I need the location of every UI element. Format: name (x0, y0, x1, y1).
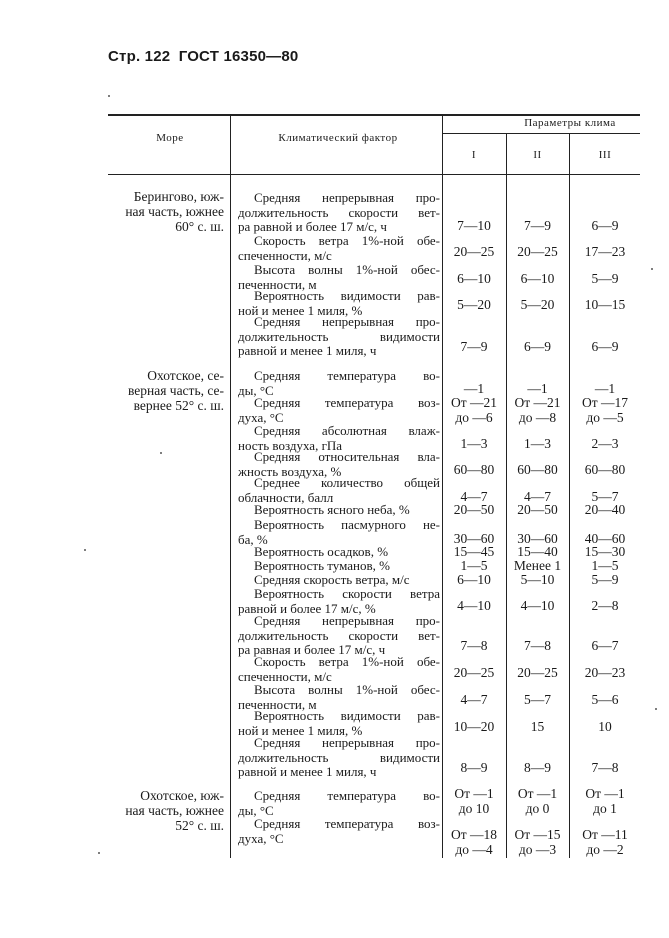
value-region-1: 1—5 (460, 558, 488, 573)
factor-line: Скорость ветра 1%-ной обе- (254, 233, 440, 248)
sea-okhotsk-south (106, 788, 224, 833)
value-region-2: 20—25 (517, 244, 558, 259)
value-region-3: 2—3 (591, 436, 619, 451)
factor-line: спеченности, м/с (238, 247, 332, 263)
factor-line: Вероятность видимости рав- (254, 708, 440, 723)
factor-line: должительность скорости вет- (238, 627, 440, 643)
value-region-3: 6—9 (591, 339, 619, 354)
value-region-2: От —1 (517, 786, 558, 801)
sea-line: 52° с. ш. (175, 818, 224, 833)
header-params: Параметры клима (524, 117, 616, 129)
value-region-1: 4—10 (457, 598, 491, 613)
climatic-factor (238, 789, 440, 818)
value-region-1: 30—60 (453, 531, 495, 546)
factor-line: Средняя непрерывная про- (254, 613, 440, 628)
value-region-2: 4—10 (520, 598, 555, 613)
climatic-factor (238, 476, 440, 505)
scan-speck (98, 852, 100, 854)
value-region-1: 7—8 (460, 638, 488, 653)
factor-line: ной и менее 1 миля, % (238, 722, 363, 738)
climatic-factor (238, 709, 440, 738)
value-region-1: 20—25 (453, 665, 495, 680)
header-sea: Море (156, 132, 184, 144)
value-region-2: 30—60 (517, 531, 558, 546)
value-region-2: до 0 (525, 800, 550, 816)
scan-speck (108, 95, 110, 97)
value-region-3: 5—6 (591, 692, 619, 707)
value-region-3: 15—30 (584, 544, 626, 559)
value-region-3: 5—7 (591, 489, 619, 504)
factor-line: Высота волны 1%-ной обес- (254, 682, 440, 697)
value-region-3: 5—9 (591, 572, 619, 587)
value-region-1: 5—20 (457, 297, 491, 312)
value-region-3: —1 (594, 381, 616, 396)
factor-line: Вероятность видимости рав- (254, 288, 440, 303)
scan-speck (655, 708, 657, 710)
factor-line: Вероятность пасмурного не- (254, 517, 440, 532)
value-region-3: От —11 (582, 827, 628, 842)
value-region-3: От —17 (581, 395, 629, 410)
sea-line: ная часть, южнее (125, 204, 224, 219)
factor-line: ба, % (238, 531, 268, 547)
factor-line: Средняя относительная вла- (254, 449, 440, 464)
value-region-2: до —8 (518, 409, 557, 425)
value-region-2: 5—7 (524, 692, 551, 707)
value-region-2: 1—3 (524, 436, 551, 451)
value-region-1: до —6 (455, 409, 493, 425)
value-region-2: до —3 (518, 841, 557, 857)
value-region-2: —1 (527, 381, 548, 396)
factor-line: спеченности, м/с (238, 668, 332, 684)
value-region-3: 1—5 (591, 558, 619, 573)
value-region-3: 6—9 (591, 218, 619, 233)
value-region-3: 2—8 (591, 598, 619, 613)
value-region-3: 5—9 (591, 271, 619, 286)
value-region-2: От —21 (514, 395, 561, 410)
header-region-2: II (533, 149, 542, 161)
factor-line: Средняя непрерывная про- (254, 735, 440, 750)
page-number: Стр. 122 (108, 48, 171, 65)
climatic-factor (238, 518, 440, 547)
climatic-factor (238, 614, 440, 658)
scan-speck (651, 268, 653, 270)
climatic-factor (238, 503, 440, 518)
value-region-2: 6—9 (524, 339, 551, 354)
factor-line: ра равной и более 17 м/с, ч (238, 219, 387, 234)
factor-line: должительность видимости (238, 749, 440, 765)
factor-line: Вероятность осадков, % (254, 544, 389, 559)
value-region-2: 20—50 (517, 502, 558, 517)
value-region-3: 10 (598, 719, 612, 734)
value-region-1: От —18 (450, 827, 498, 842)
value-region-1: 6—10 (457, 271, 491, 286)
factor-line: печенности, м (238, 276, 317, 292)
value-region-3: 6—7 (591, 638, 619, 653)
value-region-3: От —1 (585, 786, 625, 801)
factor-line: Средняя температура воз- (254, 395, 440, 410)
factor-line: печенности, м (238, 696, 317, 712)
header-region-1: I (471, 149, 477, 161)
value-region-3: 20—23 (584, 665, 626, 680)
sea-line: Охотское, юж- (140, 788, 224, 803)
value-region-2: 20—25 (517, 665, 558, 680)
table-top-rule (108, 114, 640, 116)
value-region-1: 10—20 (453, 719, 495, 734)
factor-line: духа, °С (238, 409, 284, 425)
value-region-2: 6—10 (520, 271, 555, 286)
climatic-factor (238, 396, 440, 425)
sea-line: Охотское, се- (147, 368, 224, 383)
factor-line: должительность скорости вет- (238, 204, 440, 220)
climatic-factor (238, 234, 440, 263)
factor-line: Средняя непрерывная про- (254, 314, 440, 329)
factor-line: должительность видимости (238, 328, 440, 344)
col-divider-1 (230, 116, 231, 858)
value-region-1: 7—9 (460, 339, 488, 354)
sea-line: 60° с. ш. (175, 219, 224, 234)
sea-line: верная часть, се- (127, 383, 224, 398)
value-region-2: 8—9 (524, 760, 551, 775)
climatic-factor (238, 817, 440, 846)
value-region-1: —1 (463, 381, 485, 396)
factor-line: облачности, балл (238, 489, 334, 505)
factor-line: ность воздуха, гПа (238, 437, 343, 453)
factor-line: Вероятность ясного неба, % (254, 502, 410, 517)
factor-line: ды, °С (238, 382, 274, 398)
climatic-factor (238, 655, 440, 684)
value-region-2: Менее 1 (513, 558, 562, 573)
value-region-1: 20—50 (453, 502, 495, 517)
value-region-3: до 1 (593, 800, 617, 816)
factor-line: Среднее количество общей (254, 475, 440, 490)
value-region-3: до —5 (586, 409, 624, 425)
value-region-1: 7—10 (457, 218, 491, 233)
sea-line: вернее 52° с. ш. (133, 398, 224, 413)
factor-line: Скорость ветра 1%-ной обе- (254, 654, 440, 669)
value-region-2: 60—80 (517, 462, 558, 477)
climatic-factor (238, 369, 440, 398)
climatic-factor (238, 587, 440, 616)
factor-line: Средняя температура во- (254, 788, 440, 803)
value-region-3: 40—60 (584, 531, 626, 546)
factor-line: ра равная и более 17 м/с, ч (238, 642, 386, 657)
value-region-2: 15 (530, 719, 545, 734)
factor-line: Средняя температура во- (254, 368, 440, 383)
value-region-2: От —15 (514, 827, 561, 842)
sea-okhotsk-north (106, 368, 224, 413)
value-region-3: 7—8 (591, 760, 619, 775)
value-region-1: 20—25 (453, 244, 495, 259)
header-bottom-rule (108, 174, 640, 175)
value-region-1: 1—3 (460, 436, 488, 451)
climatic-factor (238, 736, 440, 780)
value-region-1: 6—10 (457, 572, 491, 587)
value-region-2: 7—9 (524, 218, 551, 233)
value-region-1: 8—9 (460, 760, 488, 775)
value-region-1: до 10 (458, 800, 490, 816)
value-region-2: 5—20 (520, 297, 555, 312)
value-region-1: 15—45 (453, 544, 495, 559)
value-region-1: От —1 (454, 786, 494, 801)
factor-line: Высота волны 1%-ной обес- (254, 262, 440, 277)
climatic-factor (238, 315, 440, 359)
value-region-3: 20—40 (584, 502, 626, 517)
factor-line: ной и менее 1 миля, % (238, 302, 363, 318)
value-region-1: 60—80 (453, 462, 495, 477)
standard-code: ГОСТ 16350—80 (178, 48, 299, 65)
factor-line: равной и более 17 м/с, % (238, 600, 376, 616)
factor-line: жность воздуха, % (238, 463, 342, 479)
sea-line: Берингово, юж- (133, 189, 224, 204)
factor-line: Средняя абсолютная влаж- (254, 423, 440, 438)
factor-line: Вероятность скорости ветра (254, 586, 440, 601)
header-region-3: III (598, 149, 612, 161)
params-underline (443, 133, 640, 134)
factor-line: Средняя скорость ветра, м/с (254, 572, 410, 587)
scan-speck (160, 452, 162, 454)
value-region-3: 17—23 (584, 244, 626, 259)
factor-line: равной и менее 1 миля, ч (238, 343, 377, 358)
value-region-3: до —2 (586, 841, 624, 857)
value-region-2: 15—40 (517, 544, 558, 559)
sea-line: ная часть, южнее (125, 803, 224, 818)
header-factor: Климатический фактор (278, 132, 398, 144)
value-region-1: 4—7 (460, 489, 488, 504)
value-region-2: 5—10 (520, 572, 555, 587)
factor-line: Средняя непрерывная про- (254, 190, 440, 205)
value-region-2: 4—7 (524, 489, 551, 504)
page-header (108, 48, 302, 65)
factor-line: равной и менее 1 миля, ч (238, 764, 377, 779)
value-region-3: 60—80 (584, 462, 626, 477)
scan-speck (84, 549, 86, 551)
factor-line: духа, °С (238, 830, 284, 846)
climatic-factor (238, 191, 440, 235)
value-region-1: до —4 (455, 841, 493, 857)
sea-bering-south (106, 189, 224, 234)
factor-line: ды, °С (238, 802, 274, 818)
value-region-3: 10—15 (584, 297, 626, 312)
factor-line: Средняя температура воз- (254, 816, 440, 831)
value-region-1: 4—7 (460, 692, 488, 707)
value-region-2: 7—8 (524, 638, 551, 653)
value-region-1: От —21 (450, 395, 498, 410)
factor-line: Вероятность туманов, % (254, 558, 390, 573)
